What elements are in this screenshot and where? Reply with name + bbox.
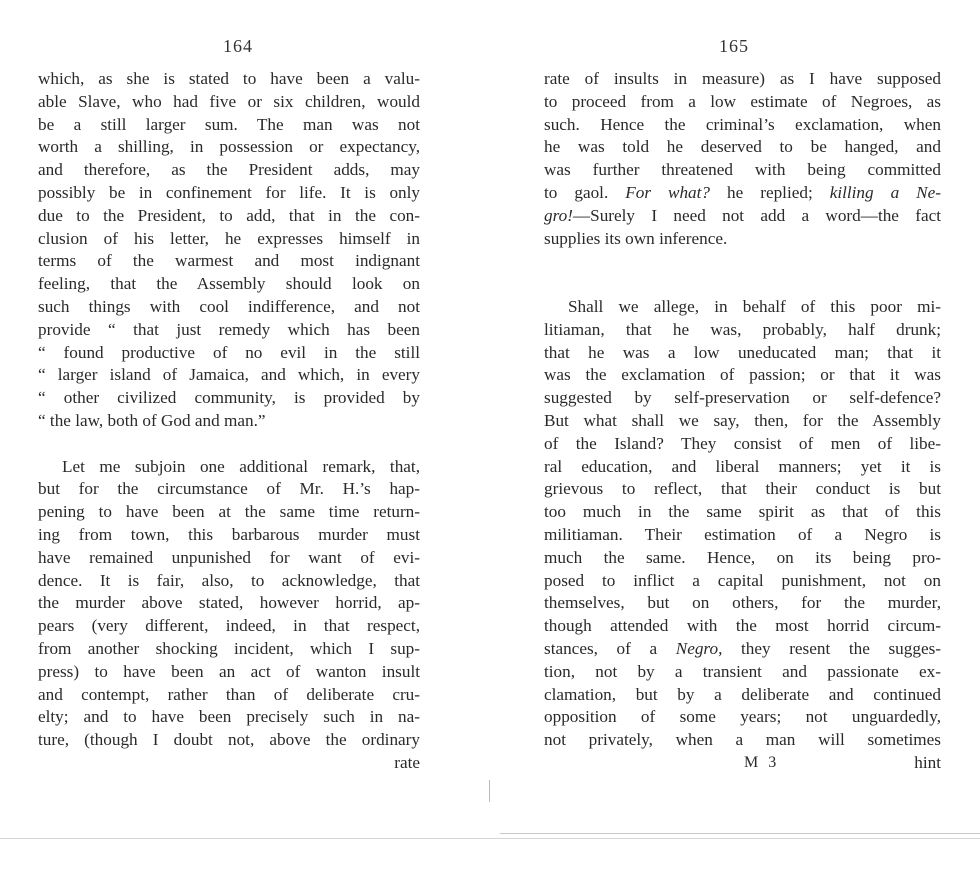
text-line: themselves, but on others, for the murder,: [544, 593, 941, 613]
page-number: 164: [223, 36, 253, 56]
text-line: posed to inflict a capital punishment, not on: [544, 570, 941, 590]
paragraph-gap: [38, 433, 420, 456]
text-line: clamation, but by a deliberate and continued: [544, 684, 941, 704]
text-run: stances, of a: [544, 638, 676, 658]
text-line: not privately, when a man will sometimes: [544, 730, 941, 750]
text-line: Let me subjoin one additional remark, that,: [62, 456, 420, 476]
italic-run: For what?: [625, 182, 711, 202]
text-line: was further threatened with being committed: [544, 160, 941, 180]
text-line: tion, not by a transient and passionate ex-: [544, 661, 941, 681]
text-line: [544, 638, 941, 661]
text-line: “ found productive of no evil in the still: [38, 342, 420, 362]
text-line: grievous to reflect, that their conduct is but: [544, 479, 941, 499]
text-line: that he was a low uneducated man; that it: [544, 342, 941, 362]
catchword: hint: [914, 752, 941, 772]
text-line: “ other civilized community, is provided by: [38, 388, 420, 408]
page-footer: [544, 752, 941, 775]
right-page-text: [544, 68, 941, 775]
italic-run: killing a Ne-: [829, 182, 941, 202]
text-line: the murder above stated, however horrid, ap-: [38, 593, 420, 613]
text-line: be a still larger sum. The man was not: [38, 114, 420, 134]
text-line: due to the President, to add, that in the con-: [38, 205, 420, 225]
text-run: they resent the sugges-: [722, 638, 941, 658]
italic-run: Negro,: [675, 638, 723, 658]
text-line: though attended with the most horrid circum-: [544, 616, 941, 636]
text-line: ing from town, this barbarous murder must: [38, 524, 420, 544]
page-edge-line: [500, 833, 980, 834]
text-line: provide “ that just remedy which has been: [38, 319, 420, 339]
text-line: opposition of some years; not unguardedly,: [544, 707, 941, 727]
text-line: “ the law, both of God and man.”: [38, 410, 266, 430]
text-line: possibly be in confinement for life. It is only: [38, 182, 420, 202]
text-line: rate of insults in measure) as I have supposed: [544, 69, 941, 88]
paragraph-gap: [544, 250, 941, 273]
text-line: terms of the warmest and most indignant: [38, 251, 420, 271]
text-line: much the same. Hence, on its being pro-: [544, 547, 941, 567]
text-line: was the exclamation of passion; or that it was: [544, 365, 941, 385]
text-line: such things with cool indifference, and not: [38, 296, 420, 316]
text-line: [544, 182, 941, 205]
text-run: —Surely I need not add a word—the fact: [572, 205, 941, 225]
text-line: suggested by self-preservation or self-defence?: [544, 388, 941, 408]
paragraph-gap: [544, 273, 941, 296]
text-line: of the Island? They consist of men of libe-: [544, 433, 941, 453]
text-line: too much in the same spirit as that of this: [544, 502, 941, 522]
text-line: ral education, and liberal manners; yet it is: [544, 456, 941, 476]
text-line: but for the circumstance of Mr. H.’s hap-: [38, 479, 420, 499]
text-line: litiaman, that he was, probably, half drunk;: [544, 319, 941, 339]
text-line: ture, (though I doubt not, above the ordinary: [38, 730, 420, 750]
italic-run: gro!: [544, 205, 573, 225]
text-run: to gaol.: [544, 182, 626, 202]
text-line: dence. It is fair, also, to acknowledge, that: [38, 570, 420, 590]
text-line: from another shocking incident, which I sup-: [38, 638, 420, 658]
text-line: such. Hence the criminal’s exclamation, when: [544, 114, 941, 134]
text-line: [544, 205, 941, 228]
text-line: he was told he deserved to be hanged, and: [544, 137, 941, 157]
text-line: pears (very different, indeed, in that respect,: [38, 616, 420, 636]
text-line: pening to have been at the same time return-: [38, 502, 420, 522]
gutter-mark: [489, 780, 490, 802]
text-line: “ larger island of Jamaica, and which, in every: [38, 365, 420, 385]
text-line: clusion of his letter, he expresses himself in: [38, 228, 420, 248]
text-line: and contempt, rather than of deliberate cru-: [38, 684, 420, 704]
catchword: rate: [394, 752, 420, 772]
text-line: militiaman. Their estimation of a Negro is: [544, 524, 941, 544]
text-line: But what shall we say, then, for the Assembly: [544, 410, 941, 430]
text-line: Shall we allege, in behalf of this poor mi-: [568, 296, 941, 316]
signature-mark: M 3: [744, 753, 780, 771]
text-line: which, as she is stated to have been a valu-: [38, 69, 420, 88]
left-page-text: [38, 68, 420, 775]
text-line: and therefore, as the President adds, may: [38, 160, 420, 180]
text-line: elty; and to have been precisely such in na-: [38, 707, 420, 727]
text-line: supplies its own inference.: [544, 228, 728, 248]
text-line: to proceed from a low estimate of Negroes, as: [544, 91, 941, 111]
text-run: he replied;: [710, 182, 830, 202]
text-line: worth a shilling, in possession or expectancy,: [38, 137, 420, 157]
text-line: press) to have been an act of wanton insult: [38, 661, 420, 681]
page-edge-line: [0, 838, 980, 839]
text-line: feeling, that the Assembly should look on: [38, 274, 420, 294]
text-line: have remained unpunished for want of evi-: [38, 547, 420, 567]
page-number: 165: [719, 36, 749, 56]
text-line: able Slave, who had five or six children, would: [38, 91, 420, 111]
